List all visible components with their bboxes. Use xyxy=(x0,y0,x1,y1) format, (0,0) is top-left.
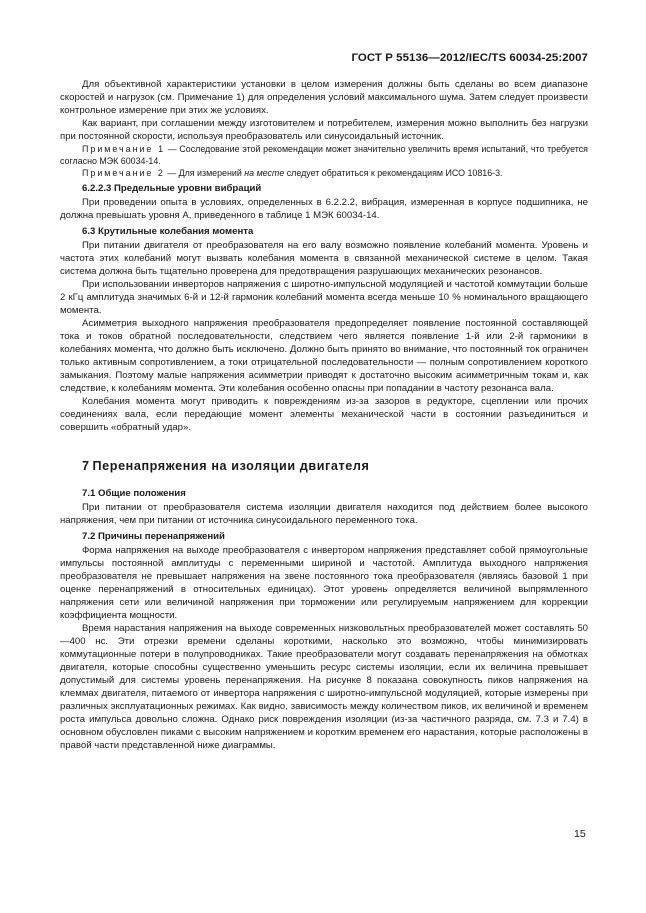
note-text: — Соследование этой рекомендации может значительно увеличить время испытаний, что требуется согласно МЭК 60034-14. xyxy=(60,144,588,166)
paragraph: Время нарастания напряжения на выходе современных низковольтных преобразователей может составлять 50—400 нс. Эти отрезки времени сделаны короткими, насколько это возможно, чтобы минимизировать коммутационные потери в полупроводниках. Такие преобразователи могут создавать перенапряжения на обмотках двигателя, которые способны существенно уменьшить ресурс системы изоляции, если их величина превышает допустимый для системы уровень перенапряжения. На рисунке 8 показана совокупность пиков напряжения на клеммах двигателя, питаемого от инвертора напряжения с широтно-импульсной модуляцией, которые измерены при различных эксплуатационных режимах. Как видно, зависимость между количеством пиков, их величиной и временем роста импульса довольно сложна. Однако риск повреждения изоляции (из-за частичного разряда, см. 7.3 и 7.4) в основном обусловлен пиками с высоким напряжением и коротким временем его нарастания, которые расположены в правой части представленной ниже диаграммы. xyxy=(60,623,588,751)
paragraph: При питании от преобразователя система изоляции двигателя находится под действием более высокого напряжения, чем при питании от источника синусоидального переменного тока. xyxy=(60,502,588,526)
subsection-heading: 6.2.2.3 Предельные уровни вибраций xyxy=(82,183,262,194)
paragraph: При использовании инверторов напряжения с широтно-импульсной модуляцией и частотой коммутации больше 2 кГц амплитуда значимых 6-й и 12-й гармоник колебаний момента всегда меньше 10 % номинального вращающего момента. xyxy=(60,279,588,316)
paragraph: При проведении опыта в условиях, определенных в 6.2.2.2, вибрация, измеренная в корпусе подшипника, не должна превышать уровня А, приведенного в таблице 1 МЭК 60034-14. xyxy=(60,197,588,221)
subsection-heading: 6.3 Крутильные колебания момента xyxy=(82,226,254,237)
paragraph: При питании двигателя от преобразователя на его валу возможно появление колебаний момента. Уровень и частота этих колебаний могут вызвать колебания момента в связанной механической системе в целом. Такая система должна быть тщательно проверена для предотвращения разрушающих механических резонансов. xyxy=(60,240,588,277)
section-heading xyxy=(82,460,588,473)
note-text: следует обратиться к рекомендациям ИСО 10816-3. xyxy=(284,168,503,178)
paragraph: Асимметрия выходного напряжения преобразователя предопределяет появление постоянной составляющей тока и токов обратной последовательности, следствием чего является появление 1-й или 2-й гармоники в колебаниях момента, что должно быть исключено. Должно быть принято во внимание, что постоянный ток ограничен только активным сопротивлением, а токи отрицательной последовательности — полным сопротивлением короткого замыкания. Поэтому малые напряжения асимметрии приводят к достаточно высоким асимметричным токам и, как следствие, к колебаниям момента. Эти колебания особенно опасны при попадании в частоту резонанса вала. xyxy=(60,318,588,394)
paragraph: Как вариант, при соглашении между изготовителем и потребителем, измерения можно выполнить без нагрузки при постоянной скорости, используя преобразователь или синусоидальный источник. xyxy=(60,118,588,142)
note-1 xyxy=(60,143,588,167)
subsection-heading: 7.1 Общие положения xyxy=(82,488,186,499)
note-text: — Для измерений xyxy=(164,168,245,178)
note-italic: на месте xyxy=(244,168,285,178)
note-label: Примечание 1 xyxy=(82,144,166,154)
note-2 xyxy=(60,167,588,179)
document-body xyxy=(60,78,588,752)
section-title: Перенапряжения на изоляции двигателя xyxy=(92,459,370,473)
paragraph: Колебания момента могут приводить к повреждениям из-за зазоров в редукторе, сцеплении или прочих соединениях вала, если передающие момент элементы механической части в состоянии разъединиться и совершить «обратный удар». xyxy=(60,396,588,433)
subsection-heading: 7.2 Причины перенапряжений xyxy=(82,531,225,542)
paragraph: Для объективной характеристики установки в целом измерения должны быть сделаны во всем диапазоне скоростей и нагрузок (см. Примечание 1) для определения условий максимального шума. Затем следует произвести контрольное измерение при этих же условиях. xyxy=(60,79,588,116)
page-number: 15 xyxy=(574,828,586,840)
paragraph: Форма напряжения на выходе преобразователя с инвертором напряжения представляет собой прямоугольные импульсы постоянной амплитуды с переменными шириной и частотой. Амплитуда выходного напряжения преобразователя не превышает напряжения на звене постоянного тока преобразователя (являясь базовой 1 при оценке перенапряжений в относительных единицах). Этот уровень определяется величиной выпрямленного напряжения сети или величиной напряжения при торможении или регулируемым напряжением для коррекции коэффициента мощности. xyxy=(60,545,588,621)
note-label: Примечание 2 xyxy=(82,168,165,178)
section-number: 7 xyxy=(82,459,90,473)
document-header: ГОСТ Р 55136—2012/IEC/TS 60034-25:2007 xyxy=(351,52,588,64)
